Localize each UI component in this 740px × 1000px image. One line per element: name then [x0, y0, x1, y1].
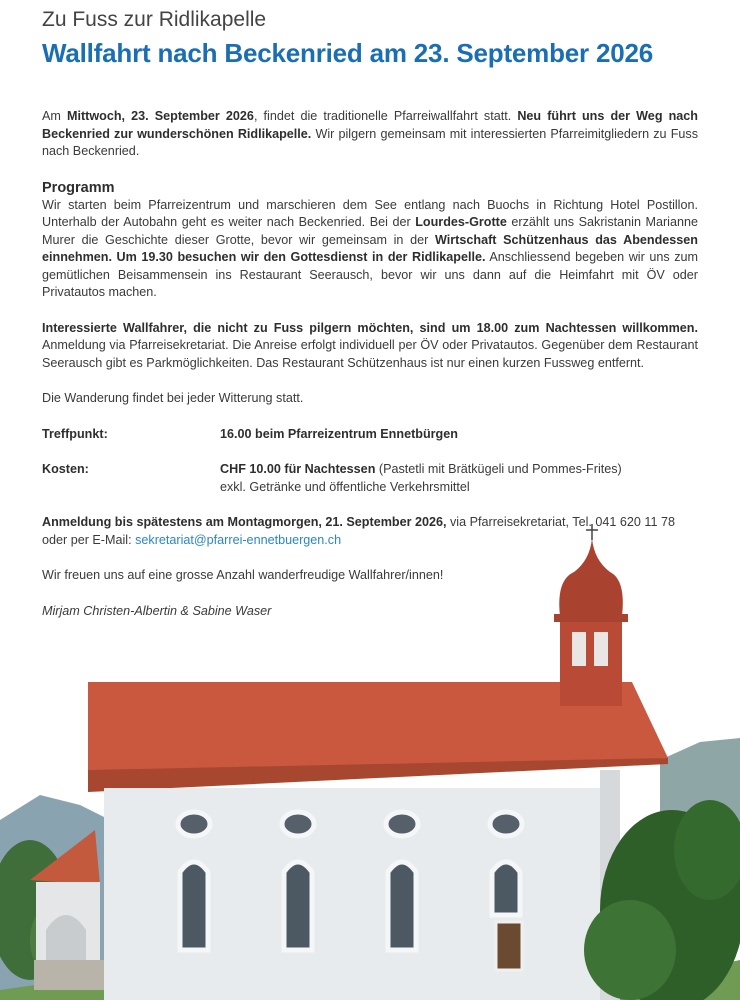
kosten-value: CHF 10.00 für Nachtessen	[220, 462, 376, 476]
signature: Mirjam Christen-Albertin & Sabine Waser	[42, 603, 272, 618]
chapel-door	[496, 922, 522, 970]
programm-heading: Programm	[42, 179, 115, 196]
chapel-illustration	[0, 520, 740, 1000]
kosten-note: exkl. Getränke und öffentliche Verkehrsmittel	[220, 479, 470, 494]
interessierte-paragraph: Interessierte Wallfahrer, die nicht zu Fuss pilgern möchten, sind um 18.00 zum Nachtessen willkommen. Anmeldung via Pfarreisekretariat. Die Anreise erfolgt individuell per ÖV oder Privatautos. Gegenüber dem Restaurant Seerausch gibt es Parkmöglichkeiten. Das Restaurant Schützenhaus ist nur einen kurzen Fussweg entfernt.	[42, 320, 698, 370]
date-highlight: Mittwoch, 23. September 2026	[66, 109, 254, 123]
kosten-label: Kosten:	[42, 462, 89, 476]
kosten-row: Kosten: CHF 10.00 für Nachtessen (Pastetli mit Brätkügeli und Pommes-Frites) exkl. Getränke und öffentliche Verkehrsmittel	[42, 461, 698, 496]
route-highlight: Neu führt uns der Weg nach Beckenried zur wunderschönen Ridlikapelle.	[42, 109, 698, 141]
treffpunkt-row	[42, 426, 698, 444]
intro-paragraph: Am Mittwoch, 23. September 2026, findet die traditionelle Pfarreiwallfahrt statt. Neu führt uns der Weg nach Beckenried zur wunderschönen Ridlikapelle. Wir pilgern gemeinsam mit interessierten Pfarreimitgliedern zu Fuss nach Beckenried.	[42, 109, 698, 158]
page-title: Wallfahrt nach Beckenried am 23. September 2026	[42, 38, 654, 68]
treffpunkt-label: Treffpunkt:	[42, 426, 108, 441]
email-link[interactable]: sekretariat@pfarrei-ennetbuergen.ch	[135, 532, 342, 547]
bell-tower	[554, 524, 628, 706]
programm-paragraph: Wir starten beim Pfarreizentrum und marschieren dem See entlang nach Buochs in Richtung Hotel Postillon. Unterhalb der Autobahn geht es weiter nach Beckenried. Bei der Lourdes-Grotte erzählt uns Sakristanin Marianne Murer die Geschichte dieser Grotte, bevor wir gemeinsam in der Wirtschaft Schützenhaus das Abendessen einnehmen. Um 19.30 besuchen wir den Gottesdienst in der Ridlikapelle. Anschliessend begeben wir uns zum gemütlichen Beisammensein ins Restaurant Seerausch, bevor wir uns dann auf die Heimfahrt mit ÖV oder Privatautos machen.	[42, 197, 698, 299]
anmeldung-paragraph: Anmeldung bis spätestens am Montagmorgen, 21. September 2026, via Pfarreisekretariat, Tel. 041 620 11 78 oder per E-Mail: sekretariat@pfarrei-ennetbuergen.ch	[42, 515, 675, 547]
treffpunkt-value: 16.00 beim Pfarreizentrum Ennetbürgen	[220, 426, 458, 441]
kicker-title: Zu Fuss zur Ridlikapelle	[42, 8, 267, 31]
closing-line: Wir freuen uns auf eine grosse Anzahl wanderfreudige Wallfahrer/innen!	[42, 568, 444, 582]
weather-note: Die Wanderung findet bei jeder Witterung statt.	[42, 391, 304, 405]
